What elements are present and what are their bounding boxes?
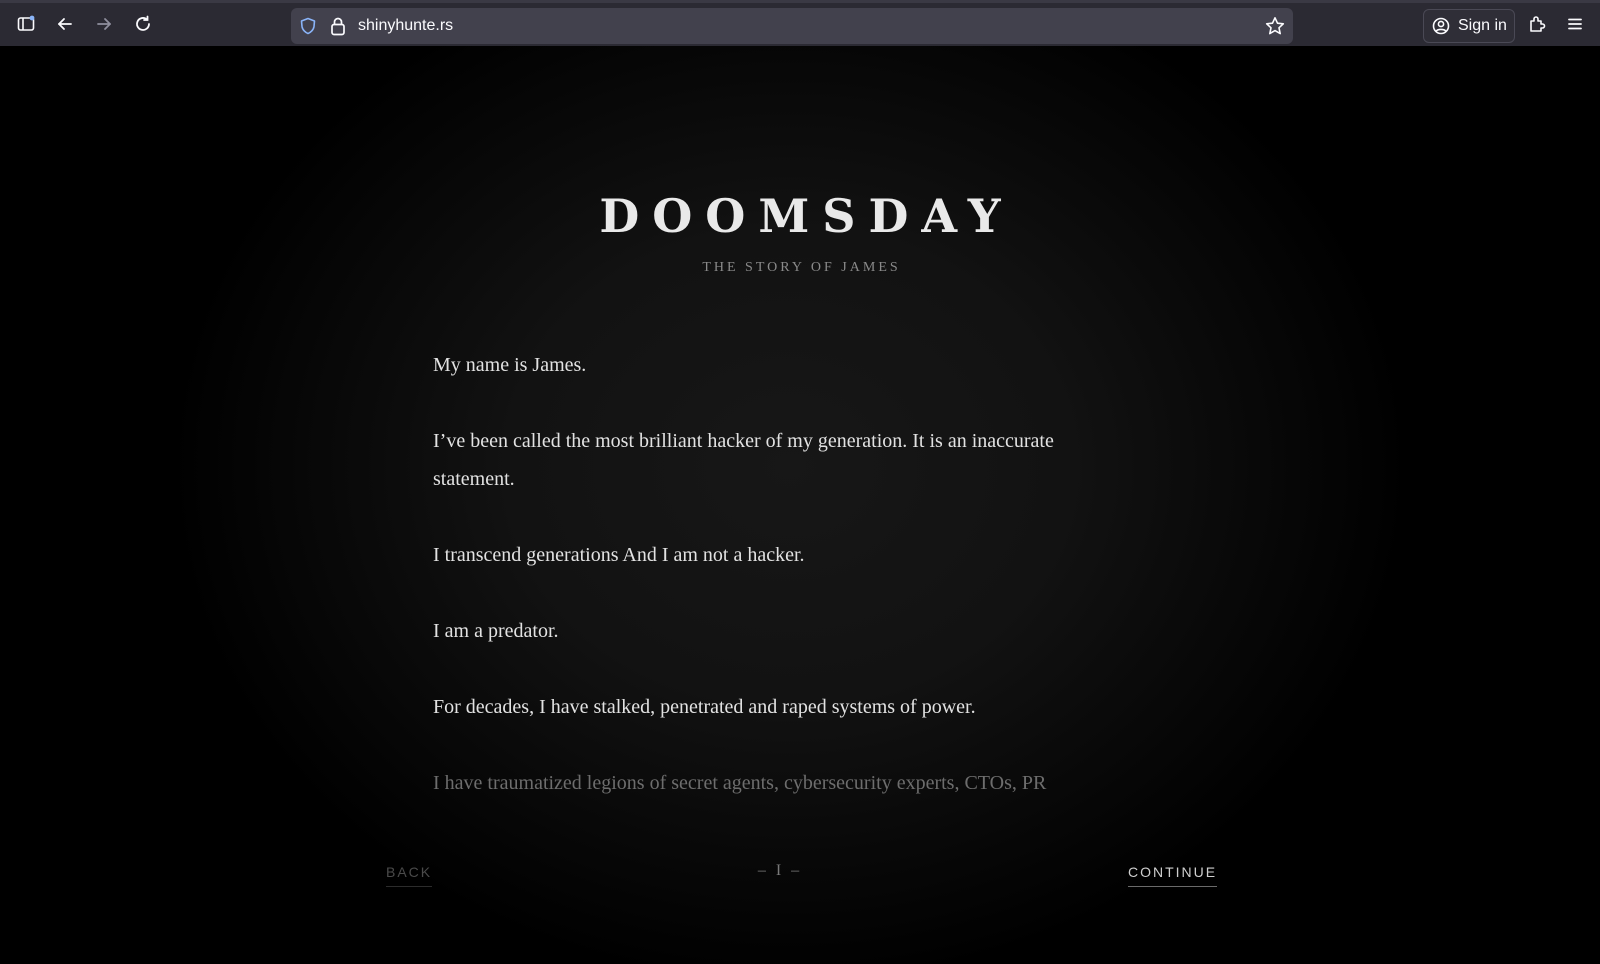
extensions-button[interactable] [1522, 11, 1552, 41]
page-subtitle: THE STORY OF JAMES [702, 260, 901, 275]
extensions-icon [1528, 15, 1546, 37]
account-icon [1432, 17, 1450, 35]
url-text[interactable]: shinyhunte.rs [358, 17, 454, 34]
forward-arrow-icon [95, 15, 113, 37]
bookmark-star-icon[interactable] [1265, 16, 1285, 36]
shield-icon[interactable] [299, 17, 317, 35]
page-indicator: – I – [757, 862, 803, 879]
menu-icon [1566, 15, 1584, 37]
continue-link[interactable]: CONTINUE [1128, 864, 1217, 887]
address-bar[interactable] [291, 8, 1293, 44]
reload-icon [134, 15, 152, 37]
story-paragraph: For decades, I have stalked, penetrated and raped systems of power. [433, 696, 976, 718]
sidebar-toggle-button[interactable] [11, 11, 41, 41]
sign-in-label: Sign in [1458, 17, 1507, 34]
story-text [433, 346, 1103, 846]
forward-button[interactable] [89, 11, 119, 41]
reload-button[interactable] [128, 11, 158, 41]
browser-toolbar [0, 0, 1600, 46]
story-paragraph: I transcend generations And I am not a hacker. [433, 544, 805, 566]
app-menu-button[interactable] [1560, 11, 1590, 41]
story-paragraph: My name is James. [433, 354, 587, 376]
page-title: DOOMSDAY [599, 189, 1014, 243]
story-paragraph: I have traumatized legions of secret agents, cybersecurity experts, CTOs, PR [433, 772, 1047, 794]
sidebar-icon [17, 15, 35, 37]
back-arrow-icon [56, 15, 74, 37]
sign-in-button[interactable] [1423, 9, 1515, 43]
back-button[interactable] [50, 11, 80, 41]
lock-icon[interactable] [329, 16, 347, 36]
story-paragraph: I am a predator. [433, 620, 559, 642]
page-content [0, 46, 1600, 964]
back-link[interactable]: BACK [386, 864, 432, 887]
story-paragraph: I’ve been called the most brilliant hacker of my generation. It is an inaccurate statement. [433, 430, 1054, 490]
